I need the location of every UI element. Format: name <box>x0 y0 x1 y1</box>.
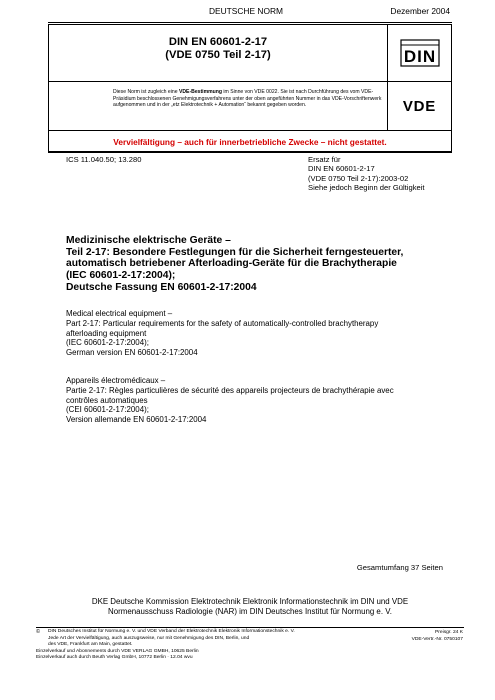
replacement-line: Siehe jedoch Beginn der Gültigkeit <box>308 182 425 192</box>
din-logo-icon <box>400 39 440 67</box>
replacement-line: Ersatz für <box>308 155 341 164</box>
footer-line: Einzelverkauf auch durch Beuth Verlag GmbH, 10772 Berlin · 12.04 wvu <box>36 655 193 660</box>
footer-price <box>412 630 463 643</box>
document-number-vde: (VDE 0750 Teil 2-17) <box>165 49 271 61</box>
footer-line: Einzelverkauf und Abonnements durch VDE VERLAG GMBH, 10625 Berlin <box>36 648 199 654</box>
replacement-info <box>308 155 425 192</box>
footer-copyright <box>36 629 386 662</box>
reproduction-warning: Vervielfältigung – auch für innerbetriebliche Zwecke – nicht gestattet. <box>49 131 451 152</box>
document-number-din: DIN EN 60601-2-17 <box>168 36 268 48</box>
footer-line: DIN Deutsches Institut für Normung e. V. und VDE Verband der Elektrotechnik Elektronik Informationstechnik e. V. <box>48 629 295 634</box>
footer-line: des VDE, Frankfurt am Main, gestattet. <box>48 642 133 647</box>
header-row-number <box>49 25 451 82</box>
total-pages: Gesamtumfang 37 Seiten <box>356 563 443 572</box>
vde-note-rest: im Sinne von VDE 0022. Sie ist nach Durchführung des vom VDE-Präsidium beschlossenen Genehmigungsverfahrens unter der oben angeführten Nummer in das VDE-Vorschriftenwerk aufgenommen und in der „etz Elektrotechnik + Automation“ bekannt gegeben worden. <box>113 89 382 109</box>
document-number <box>49 25 388 81</box>
committee-line: DKE Deutsche Kommission Elektrotechnik Elektronik Informationstechnik im DIN und VDE <box>91 597 409 606</box>
standard-type-label: DEUTSCHE NORM <box>209 6 283 16</box>
title-english-line: (IEC 60601-2-17:2004); <box>66 338 149 348</box>
title-german <box>66 235 446 294</box>
title-english-line: Medical electrical equipment – <box>66 309 173 318</box>
title-english-line: Part 2-17: Particular requirements for the safety of automatically-controlled brachytherapy <box>66 318 379 328</box>
din-logo-text: DIN <box>403 47 436 66</box>
din-logo <box>388 25 451 81</box>
title-english-line: German version EN 60601-2-17:2004 <box>66 348 198 358</box>
vde-note-prefix: Diese Norm ist zugleich eine <box>113 89 179 95</box>
title-english <box>66 309 446 358</box>
header-row-vde <box>49 82 451 131</box>
vde-order-number: VDE-Vertr.-Nr. 0750107 <box>411 636 463 642</box>
title-german-line: Deutsche Fassung EN 60601-2-17:2004 <box>66 281 257 293</box>
vde-note-bold: VDE-Bestimmung <box>178 89 222 95</box>
replacement-line: (VDE 0750 Teil 2-17):2003-02 <box>308 173 409 183</box>
document-header <box>48 24 452 153</box>
title-french-line: Appareils électromédicaux – <box>66 376 166 385</box>
title-french-line: (CEI 60601-2-17:2004); <box>66 405 149 415</box>
title-french <box>66 376 446 425</box>
ics-code: ICS 11.040.50; 13.280 <box>66 155 142 164</box>
title-english-line: afterloading equipment <box>66 328 147 338</box>
title-german-line: Medizinische elektrische Geräte – <box>66 235 231 246</box>
top-divider <box>48 22 452 23</box>
title-german-line: (IEC 60601-2-17:2004); <box>66 270 176 282</box>
price-group: Preisgr. 24 K <box>435 630 463 635</box>
copyright-icon: © <box>36 629 41 635</box>
title-french-line: Version allemande EN 60601-2-17:2004 <box>66 415 207 425</box>
vde-note <box>49 82 388 130</box>
replacement-line: DIN EN 60601-2-17 <box>308 164 375 174</box>
footer-line: Jede Art der Vervielfältigung, auch auszugsweise, nur mit Genehmigung des DIN, Berlin, und <box>48 635 250 641</box>
footer-divider <box>36 627 464 628</box>
vde-logo: VDE <box>402 97 437 115</box>
title-german-line: Teil 2-17: Besondere Festlegungen für die Sicherheit ferngesteuerter, <box>66 246 404 258</box>
committee-info <box>48 597 452 616</box>
title-french-line: contrôles automatiques <box>66 395 148 405</box>
title-french-line: Partie 2-17: Règles particulières de sécurité des appareils projecteurs de brachythérapie avec <box>66 385 394 395</box>
title-german-line: automatisch betriebener Afterloading-Geräte für die Brachytherapie <box>66 258 397 270</box>
committee-line: Normenausschuss Radiologie (NAR) im DIN Deutsches Institut für Normung e. V. <box>108 606 392 616</box>
publication-date: Dezember 2004 <box>390 6 450 16</box>
